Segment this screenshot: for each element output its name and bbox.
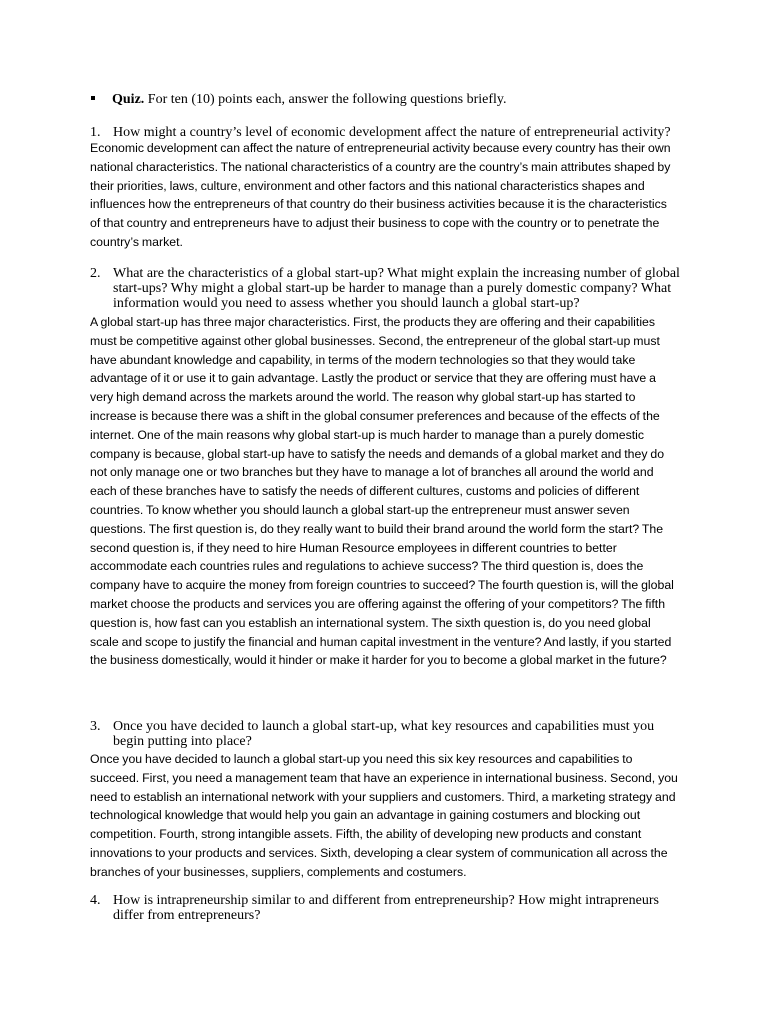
- question-text: How might a country’s level of economic development affect the nature of entrepreneurial activity?: [113, 125, 671, 140]
- question-number: 2.: [90, 266, 101, 281]
- question-3: [90, 719, 680, 749]
- quiz-instruction: [112, 92, 507, 107]
- question-1: [90, 125, 680, 140]
- question-2: [90, 266, 680, 311]
- question-number: 1.: [90, 125, 101, 140]
- answer-1: Economic development can affect the nature of entrepreneurial activity because every country has their own national characteristics. The national characteristics of a country are the country’s main attributes shaped by their priorities, laws, culture, environment and other factors and this national characteristics shapes and influences how the entrepreneurs of that country do their business activities because it is the characteristics of that country and entrepreneurs have to adjust their business to cope with the country or to penetrate the country’s market.: [90, 141, 671, 249]
- question-number: 4.: [90, 893, 101, 908]
- question-text: Once you have decided to launch a global start-up, what key resources and capabilities must you begin putting into place?: [113, 719, 655, 749]
- answer-3: Once you have decided to launch a global start-up you need this six key resources and capabilities to succeed. First, you need a management team that have an experience in international business. Second, you need to establish an international network with your suppliers and customers. Third, a marketing strategy and technological knowledge that would help you gain an advantage in gaining costumers and blocking out competition. Fourth, strong intangible assets. Fifth, the ability of developing new products and constant innovations to your products and services. Sixth, developing a clear system of communication all across the branches of your businesses, suppliers, complements and costumers.: [90, 752, 678, 879]
- question-number: 3.: [90, 719, 101, 734]
- quiz-instruction-text: For ten (10) points each, answer the following questions briefly.: [147, 92, 507, 107]
- question-text: What are the characteristics of a global start-up? What might explain the increasing number of global start-ups? Why might a global start-up be harder to manage than a purely domestic company? What information would you need to assess whether you should launch a global start-up?: [113, 266, 680, 311]
- question-4: [90, 893, 680, 923]
- quiz-label: Quiz.: [112, 92, 145, 107]
- question-text: How is intrapreneurship similar to and different from entrepreneurship? How might intrapreneurs differ from entrepreneurs?: [113, 893, 659, 923]
- answer-2: A global start-up has three major characteristics. First, the products they are offering and their capabilities must be competitive against other global businesses. Second, the entrepreneur of the global start-up must have abundant knowledge and capability, in terms of the modern technologies so that they would take advantage of it or use it to gain advantage. Lastly the product or service that they are offering must have a very high demand across the markets around the world. The reason why global start-up has started to increase is because there was a shift in the global consumer preferences and because of the effects of the internet. One of the main reasons why global start-up is much harder to manage than a purely domestic company is because, global start-up have to satisfy the needs and demands of a global market and they do not only manage one or two branches but they have to manage a lot of branches all around the world and each of these branches have to satisfy the needs of different cultures, customs and policies of different countries. To know whether you should launch a global start-up the entrepreneur must answer seven questions. The first question is, do they really want to build their brand around the world form the start? The second question is, if they need to hire Human Resource employees in different countries to better accommodate each countries rules and regulations to achieve success? The third question is, does the company have to acquire the money from foreign countries to succeed? The fourth question is, will the global market choose the products and services you are offering against the offering of your competitors? The fifth question is, how fast can you establish an international system. The sixth question is, do you need global scale and scope to justify the financial and human capital investment in the venture? And lastly, if you started the business domestically, would it hinder or make it harder for you to become a global market in the future?: [90, 315, 674, 668]
